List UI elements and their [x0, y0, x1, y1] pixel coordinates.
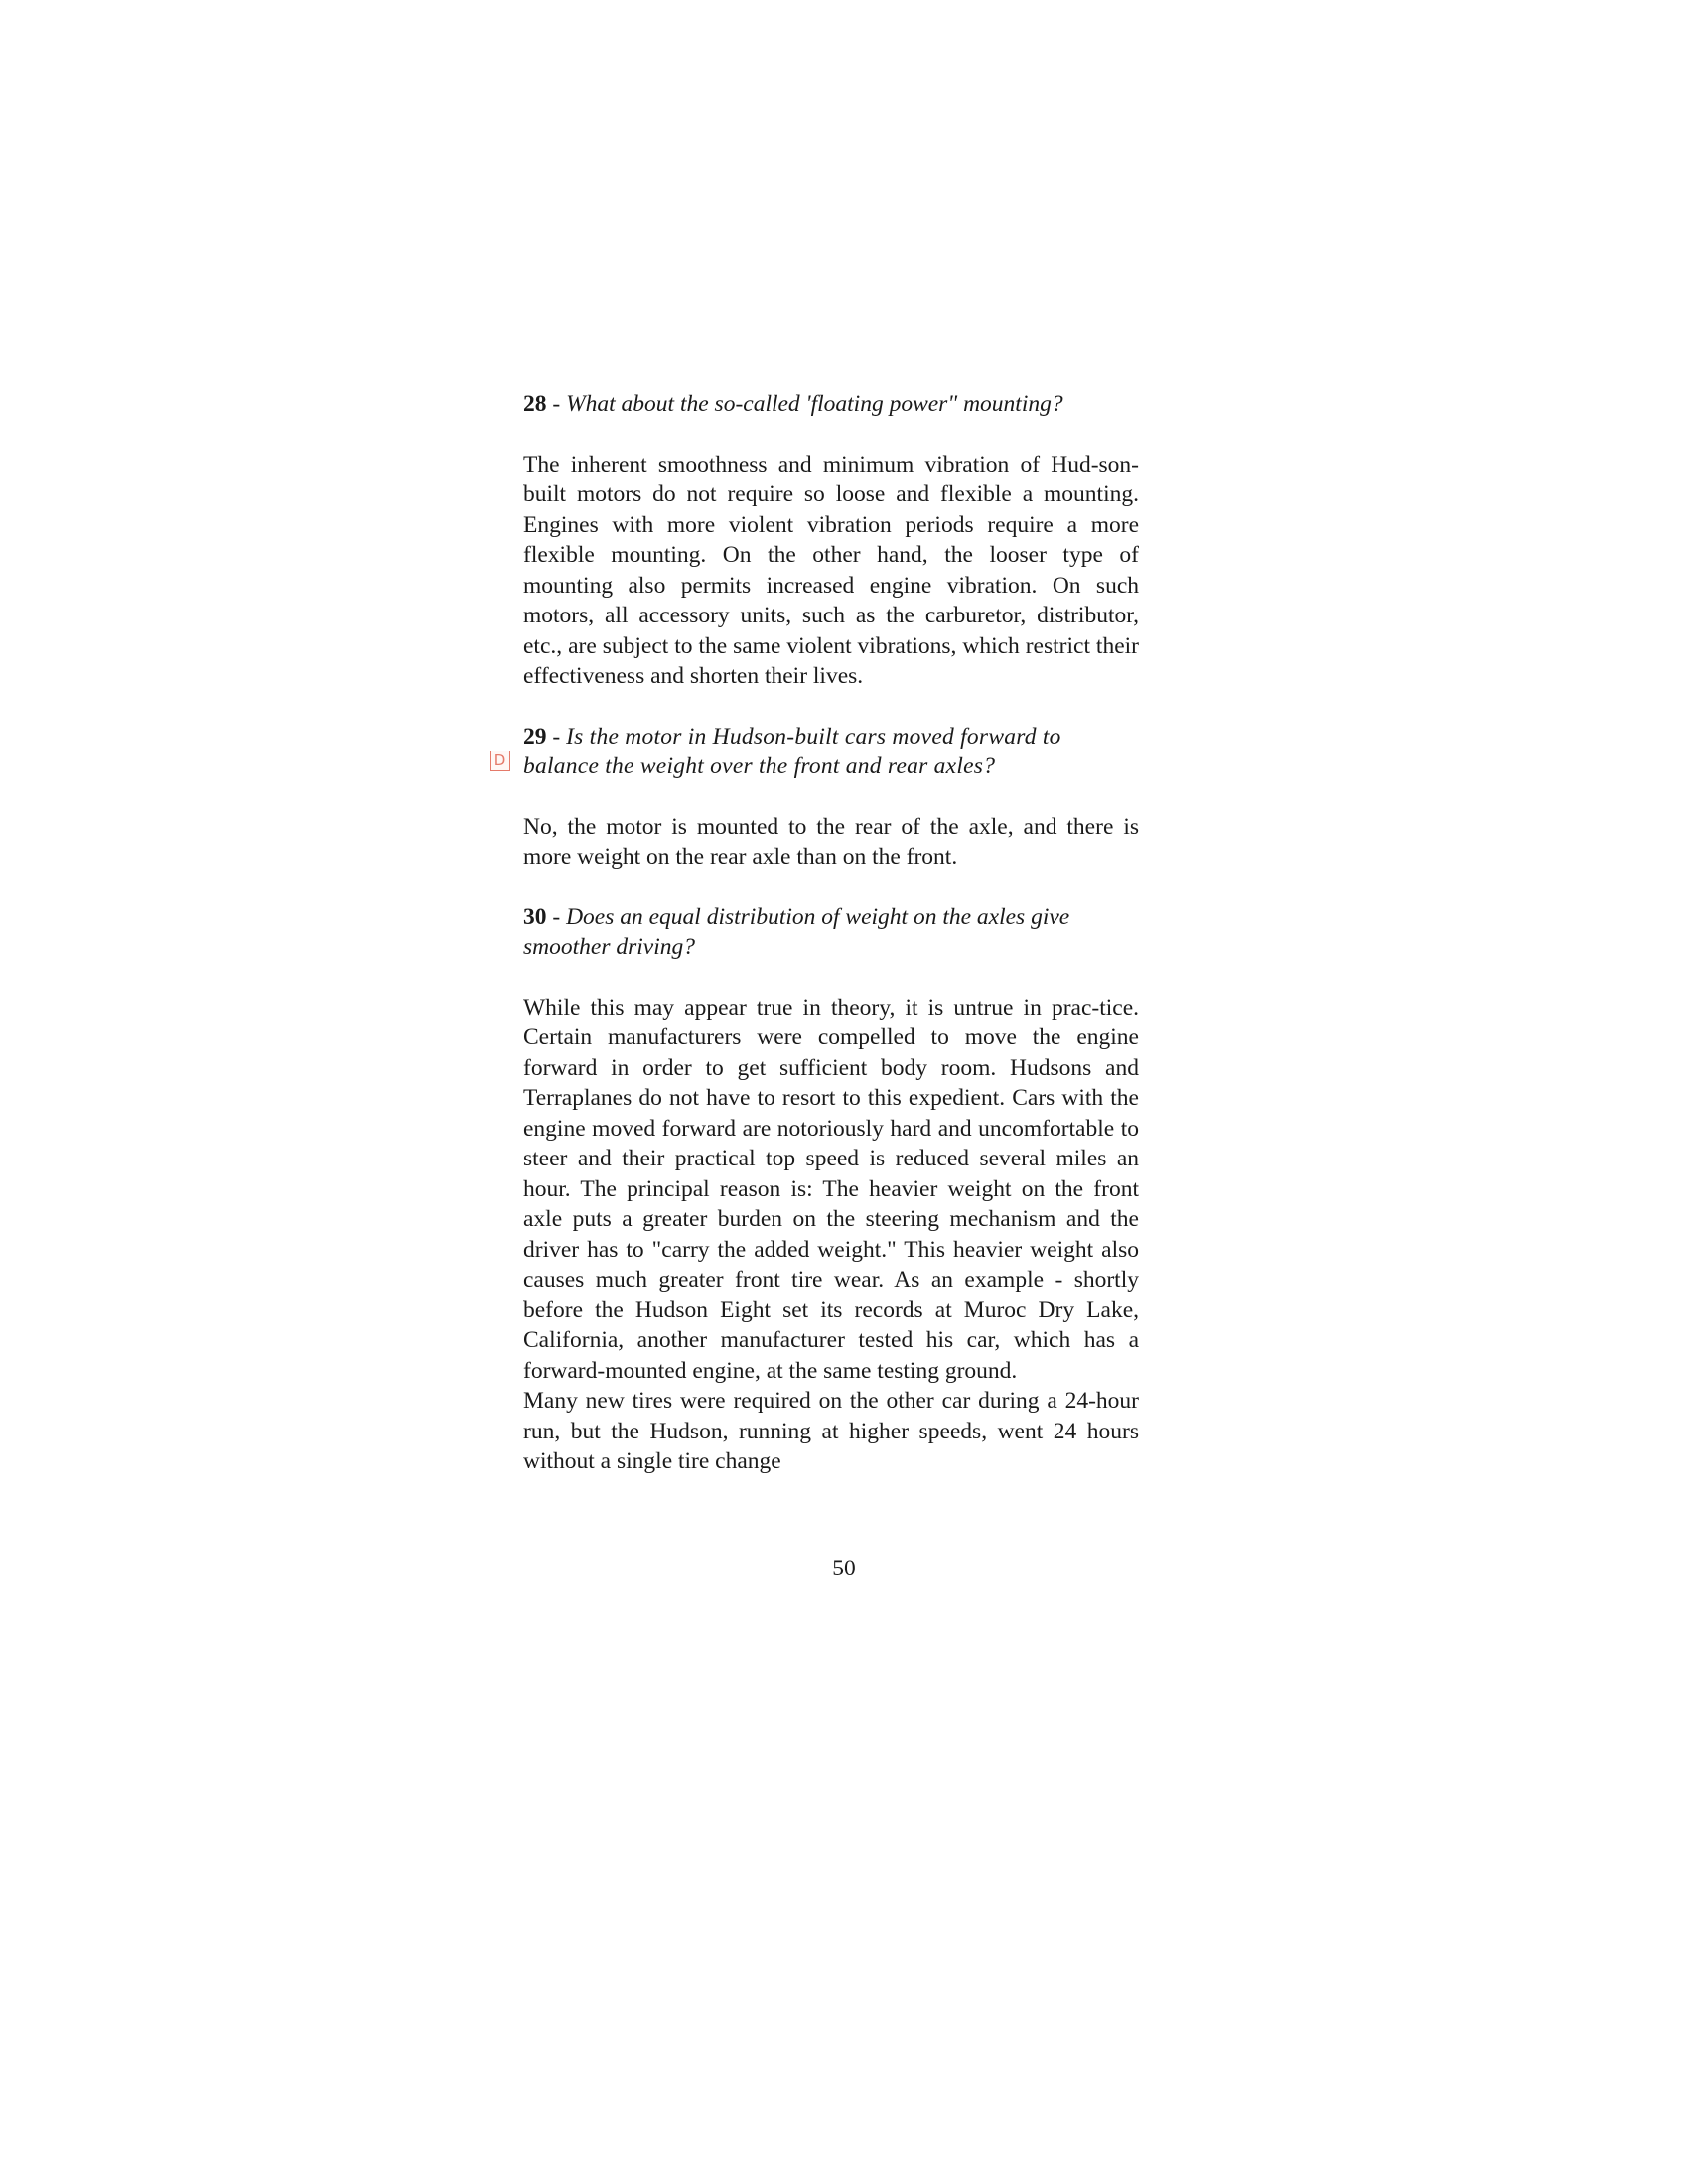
question-28 — [523, 389, 1139, 420]
page-content — [523, 389, 1139, 1477]
question-text: What about the so-called 'floating power" mounting? — [566, 391, 1063, 417]
question-number: 28 — [523, 391, 547, 417]
answer-29: No, the motor is mounted to the rear of the axle, and there is more weight on the rear axle than on the front. — [523, 813, 1139, 870]
question-text: Does an equal distribution of weight on the axles give smoother driving? — [523, 903, 1070, 960]
question-29 — [523, 722, 1139, 782]
question-text: Is the motor in Hudson-built cars moved forward to balance the weight over the front and rear axles? — [523, 723, 1061, 779]
answer-30-continued: Many new tires were required on the other car during a 24-hour run, but the Hudson, running at higher speeds, went 24 hours without a single tire change — [523, 1388, 1139, 1474]
question-number: 29 — [523, 723, 547, 750]
question-separator: - — [546, 903, 567, 930]
pdf-annotation-icon[interactable]: D — [490, 751, 510, 771]
question-30 — [523, 902, 1139, 963]
answer-30: While this may appear true in theory, it is untrue in prac-tice. Certain manufacturers were compelled to move the engine forward in order to get sufficient body room. Hudsons and Terraplanes do not have to resort to this expedient. Cars with the engine moved forward are notoriously hard and uncomfortable to steer and their practical top speed is reduced several miles an hour. The principal reason is: The heavier weight on the front axle puts a greater burden on the steering mechanism and the driver has to "carry the added weight." This heavier weight also causes much greater front tire wear. As an example - shortly before the Hudson Eight set its records at Muroc Dry Lake, California, another manufacturer tested his car, which has a forward-mounted engine, at the same testing ground. — [523, 994, 1139, 1384]
question-number: 30 — [523, 903, 547, 930]
question-separator: - — [546, 391, 567, 417]
question-separator: - — [546, 723, 567, 750]
page-number: 50 — [832, 1556, 856, 1581]
answer-28: The inherent smoothness and minimum vibration of Hud-son-built motors do not require so loose and flexible a mounting. Engines with more violent vibration periods require a more flexible mounting. On the other hand, the looser type of mounting also permits increased engine vibration. On such motors, all accessory units, such as the carburetor, distributor, etc., are subject to the same violent vibrations, which restrict their effectiveness and shorten their lives. — [523, 451, 1139, 689]
